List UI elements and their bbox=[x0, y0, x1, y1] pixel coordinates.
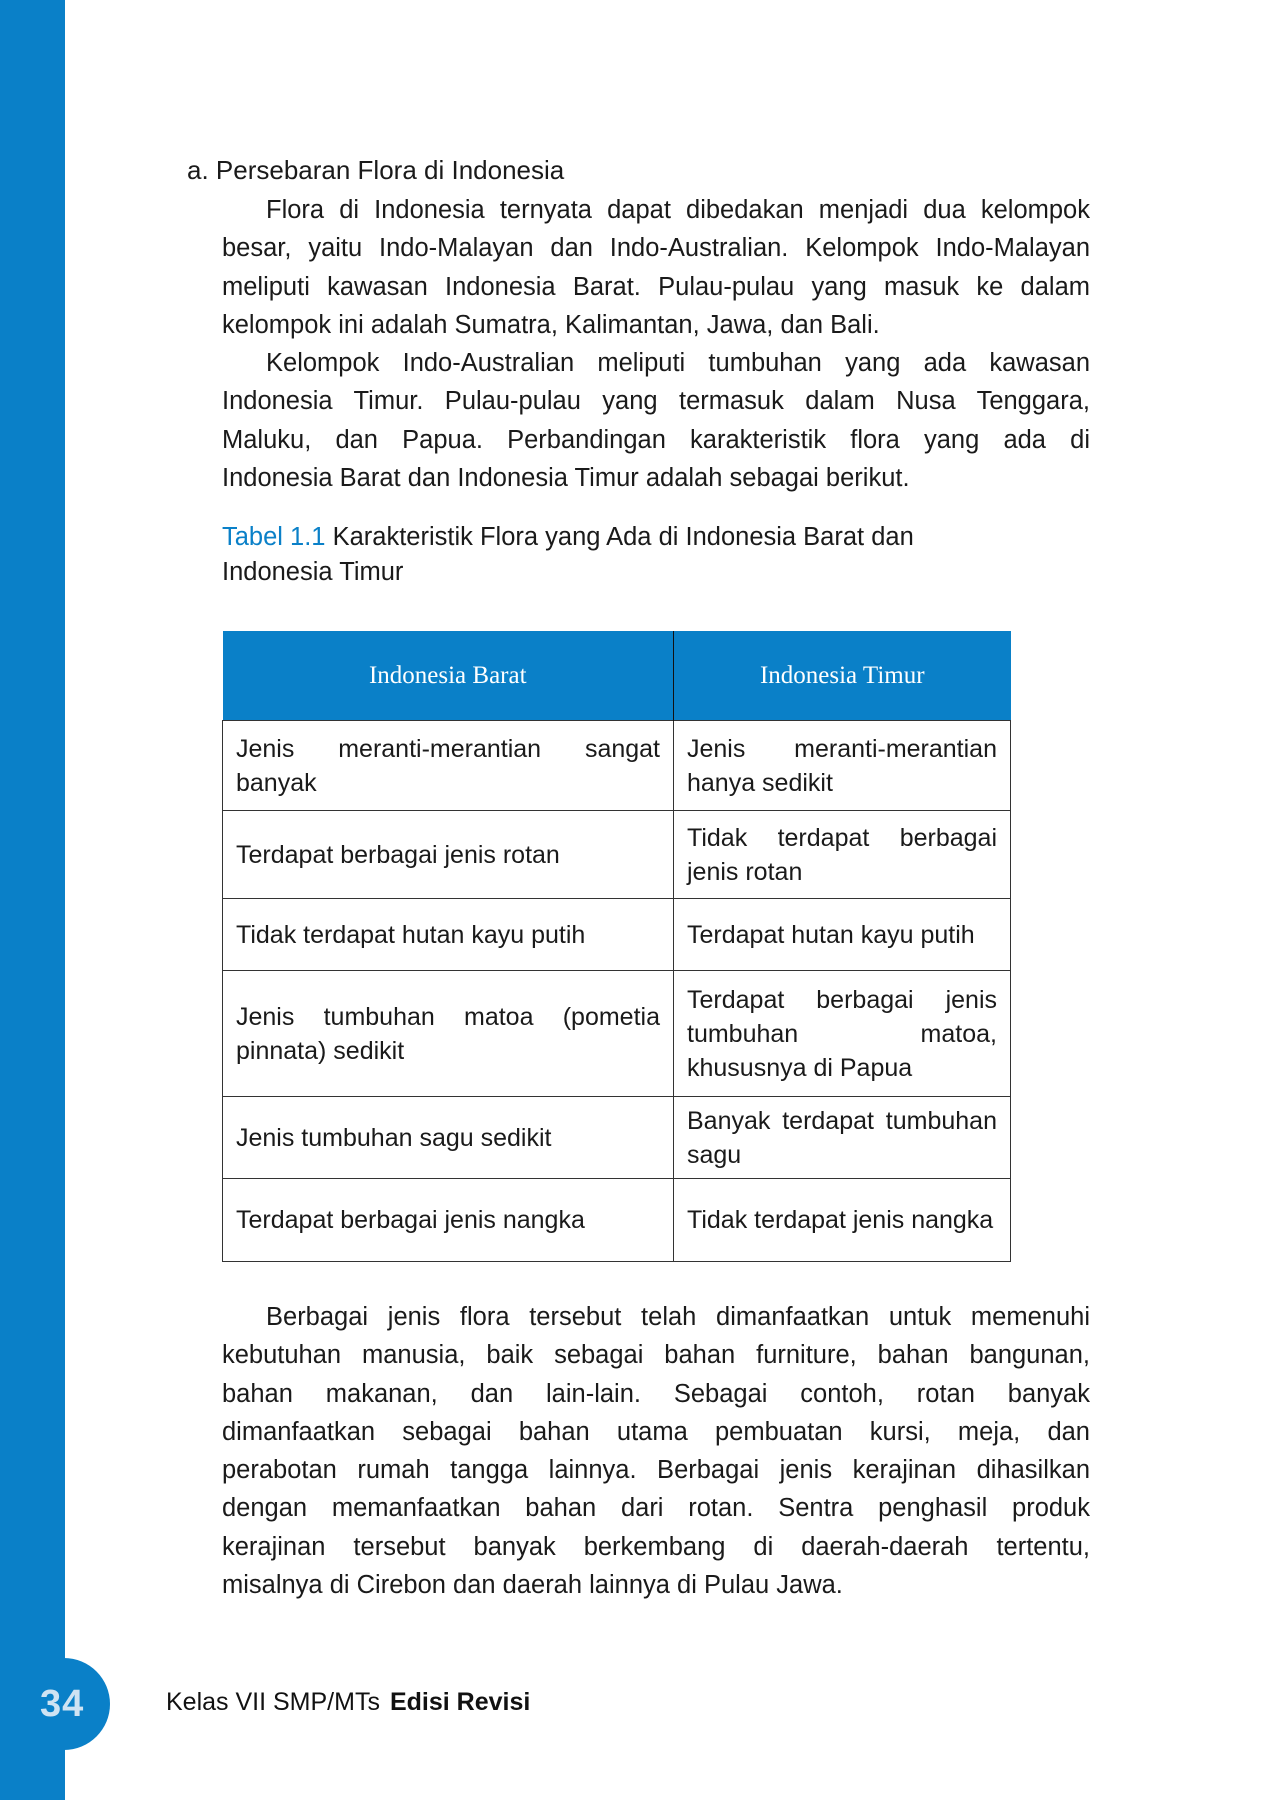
text-line: dengan memanfaatkan bahan dari rotan. Sentra penghasil produk bbox=[222, 1494, 1090, 1523]
text-line: Flora di Indonesia ternyata dapat dibedakan menjadi dua kelompok bbox=[266, 196, 1090, 224]
text-line: Kelompok Indo-Australian meliputi tumbuhan yang ada kawasan bbox=[266, 349, 1090, 377]
sidebar-color-bar bbox=[0, 0, 65, 1800]
text-line: bahan makanan, dan lain-lain. Sebagai contoh, rotan banyak bbox=[222, 1379, 1090, 1408]
section-heading: a. Persebaran Flora di Indonesia bbox=[187, 155, 565, 185]
text-line: kelompok ini adalah Sumatra, Kalimantan, Jawa, dan Bali. bbox=[222, 310, 880, 339]
footer-edition: Edisi Revisi bbox=[389, 1688, 531, 1716]
text-line: Berbagai jenis flora tersebut telah dimanfaatkan untuk memenuhi bbox=[266, 1303, 1090, 1331]
text-line: meliputi kawasan Indonesia Barat. Pulau-pulau yang masuk ke dalam bbox=[222, 272, 1090, 301]
cell-indonesia-barat: Terdapat berbagai jenis nangka bbox=[223, 1179, 674, 1262]
paragraph-2 bbox=[222, 344, 1090, 497]
footer bbox=[166, 1688, 530, 1717]
cell-indonesia-barat: Tidak terdapat hutan kayu putih bbox=[223, 899, 674, 971]
cell-indonesia-timur: Jenis meranti-merantian hanya sedikit bbox=[674, 721, 1011, 811]
cell-indonesia-barat: Jenis meranti-merantian sangat banyak bbox=[223, 721, 674, 811]
text-line: kerajinan tersebut banyak berkembang di daerah-daerah tertentu, bbox=[222, 1532, 1090, 1561]
cell-indonesia-timur: Tidak terdapat berbagai jenis rotan bbox=[674, 811, 1011, 899]
text-line: Indonesia Timur. Pulau-pulau yang termasuk dalam Nusa Tenggara, bbox=[222, 387, 1090, 416]
cell-indonesia-barat: Jenis tumbuhan sagu sedikit bbox=[223, 1097, 674, 1179]
paragraph-1 bbox=[222, 191, 1090, 344]
cell-indonesia-barat: Jenis tumbuhan matoa (pometia pinnata) sedikit bbox=[223, 971, 674, 1097]
text-line: Maluku, dan Papua. Perbandingan karakteristik flora yang ada di bbox=[222, 425, 1090, 454]
cell-indonesia-timur: Terdapat hutan kayu putih bbox=[674, 899, 1011, 971]
table-caption-label: Tabel 1.1 bbox=[222, 523, 326, 551]
text-line: misalnya di Cirebon dan daerah lainnya di Pulau Jawa. bbox=[222, 1571, 843, 1600]
footer-book-title: Kelas VII SMP/MTs bbox=[166, 1688, 380, 1716]
table-row bbox=[223, 899, 1011, 971]
header-indonesia-barat: Indonesia Barat bbox=[223, 631, 674, 721]
table-caption bbox=[222, 520, 914, 590]
table-row bbox=[223, 811, 1011, 899]
table-row bbox=[223, 1097, 1011, 1179]
text-line: kebutuhan manusia, baik sebagai bahan furniture, bahan bangunan, bbox=[222, 1341, 1090, 1370]
text-line: Indonesia Barat dan Indonesia Timur adalah sebagai berikut. bbox=[222, 463, 910, 492]
table-row bbox=[223, 971, 1011, 1097]
header-indonesia-timur: Indonesia Timur bbox=[674, 631, 1011, 721]
table-caption-text-2: Indonesia Timur bbox=[222, 558, 404, 586]
cell-indonesia-timur: Tidak terdapat jenis nangka bbox=[674, 1179, 1011, 1262]
text-line: dimanfaatkan sebagai bahan utama pembuatan kursi, meja, dan bbox=[222, 1417, 1090, 1446]
cell-indonesia-timur: Banyak terdapat tumbuhan sagu bbox=[674, 1097, 1011, 1179]
text-line: besar, yaitu Indo-Malayan dan Indo-Australian. Kelompok Indo-Malayan bbox=[222, 234, 1090, 263]
table-header-row bbox=[223, 631, 1011, 721]
flora-comparison-table bbox=[222, 631, 1011, 1262]
table-row bbox=[223, 1179, 1011, 1262]
table-row bbox=[223, 721, 1011, 811]
cell-indonesia-timur: Terdapat berbagai jenis tumbuhan matoa, khususnya di Papua bbox=[674, 971, 1011, 1097]
cell-indonesia-barat: Terdapat berbagai jenis rotan bbox=[223, 811, 674, 899]
text-line: perabotan rumah tangga lainnya. Berbagai jenis kerajinan dihasilkan bbox=[222, 1456, 1090, 1485]
paragraph-3 bbox=[222, 1298, 1090, 1604]
page-number: 34 bbox=[40, 1683, 85, 1725]
table-caption-text: Karakteristik Flora yang Ada di Indonesia Barat dan bbox=[325, 523, 914, 551]
